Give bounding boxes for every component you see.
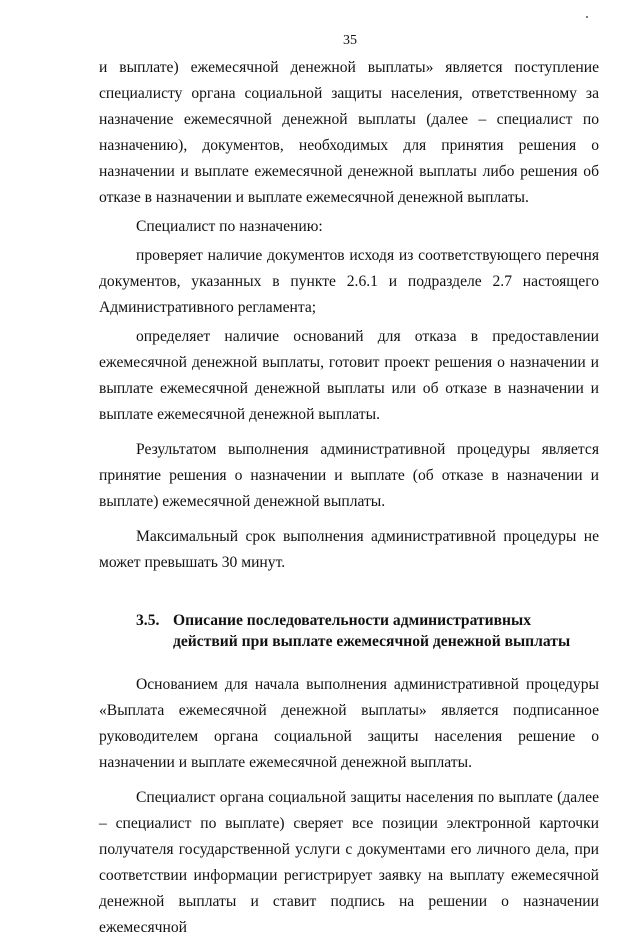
paragraph-result: Результатом выполнения административной процедуры является принятие решения о назначении и выплате (об отказе в назначении и выплате) ежемесячной денежной выплаты. — [99, 441, 599, 510]
paragraph-determines-grounds: определяет наличие оснований для отказа в предоставлении ежемесячной денежной выплаты, готовит проект решения о назначении и выплате ежемесячной денежной выплаты или об отказе в назначении и выплате ежемесячной денежной выплаты. — [99, 328, 599, 423]
paragraph-payment-specialist: Специалист органа социальной защиты населения по выплате (далее – специалист по выплате) сверяет все позиции электронной карточки получателя государственной услуги с документами его личного дела, при соответствии информации регистрирует заявку на выплату ежемесячной денежной выплаты и ставит подпись на решении о назначении ежемесячной — [99, 789, 599, 936]
scan-mark — [586, 16, 588, 18]
paragraph-max-time: Максимальный срок выполнения административной процедуры не может превышать 30 минут. — [99, 528, 599, 571]
page-number: 35 — [343, 33, 357, 48]
body-text — [99, 55, 599, 941]
paragraph-checks-documents: проверяет наличие документов исходя из соответствующего перечня документов, указанных в пункте 2.6.1 и подразделе 2.7 настоящего Административного регламента; — [99, 247, 599, 316]
section-heading — [99, 610, 599, 652]
paragraph-specialist-intro: Специалист по назначению: — [136, 218, 323, 235]
paragraph-basis: Основанием для начала выполнения административной процедуры «Выплата ежемесячной денежной выплаты» является подписанное руководителем органа социальной защиты населения решение о назначении и выплате ежемесячной денежной выплаты. — [99, 676, 599, 771]
section-number: 3.5. — [136, 612, 160, 629]
paragraph-continuation: и выплате) ежемесячной денежной выплаты» является поступление специалисту органа социальной защиты населения, ответственному за назначение ежемесячной денежной выплаты (далее – специалист по назначению), документов, необходимых для принятия решения о назначении и выплате ежемесячной денежной выплаты либо решения об отказе в назначении и выплате ежемесячной денежной выплаты. — [99, 59, 599, 206]
section-title: Описание последовательности административных действий при выплате ежемесячной денежной выплаты — [173, 612, 571, 650]
